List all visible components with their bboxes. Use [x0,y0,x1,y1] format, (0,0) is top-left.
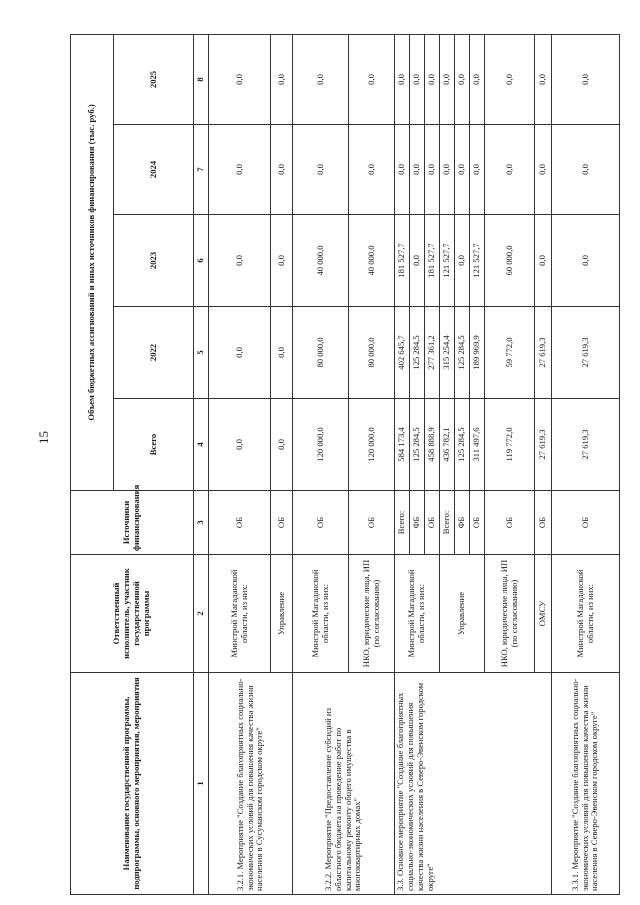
value-total: 27 619,3 [535,399,552,491]
value-2022: 27 619,3 [535,307,552,399]
value-2024: 0,0 [552,125,620,215]
value-total: 125 284,5 [410,399,425,491]
value-2024: 0,0 [349,125,395,215]
executor: ОМСУ [535,555,552,673]
value-2025: 0,0 [293,34,349,124]
col-index: 3 [194,491,209,555]
col-index: 2 [194,555,209,673]
executor: Минстрой Магаданской области, из них: [552,555,620,673]
rotated-table-container [70,35,610,895]
value-2024: 0,0 [455,125,470,215]
header-year-2022: 2022 [114,307,194,399]
source: Всего: [440,491,455,555]
value-2023: 0,0 [271,215,293,307]
value-2025: 0,0 [485,34,535,124]
value-2023: 121 527,7 [440,215,455,307]
source: ОБ [349,491,395,555]
value-2023: 181 527,7 [395,215,410,307]
col-index: 8 [194,34,209,124]
header-source: Источники финансирования [71,491,194,555]
value-2024: 0,0 [485,125,535,215]
value-total: 311 497,6 [470,399,485,491]
table-row [293,34,349,894]
value-2024: 0,0 [271,125,293,215]
header-executor: Ответственный исполнитель, участник государственной программы [71,555,194,673]
value-2024: 0,0 [440,125,455,215]
value-2022: 80 000,0 [349,307,395,399]
value-2022: 402 645,7 [395,307,410,399]
value-2025: 0,0 [410,34,425,124]
measure-name: 3.2.1. Мероприятие "Создание благоприятных социально-экономических условий для повышения качества жизни населения в Сусуманском городском округе" [209,673,293,895]
col-index: 5 [194,307,209,399]
financing-table [70,34,620,895]
value-2022: 125 284,5 [410,307,425,399]
source: ОБ [293,491,349,555]
value-total: 120 000,0 [349,399,395,491]
header-name: Наименование государственной программы, подпрограммы, основного мероприятия, мероприятия [71,673,194,895]
source: ОБ [535,491,552,555]
value-2023: 0,0 [455,215,470,307]
value-2023: 40 000,0 [349,215,395,307]
header-volume: Объем бюджетных ассигнований и иных источников финансирования (тыс. руб.) [71,34,114,490]
executor: НКО, юридические лица, ИП (по согласованию) [349,555,395,673]
value-total: 0,0 [271,399,293,491]
col-index: 7 [194,125,209,215]
value-2022: 315 254,4 [440,307,455,399]
value-2025: 0,0 [552,34,620,124]
page-number: 15 [36,431,51,444]
value-total: 584 173,4 [395,399,410,491]
source: ОБ [552,491,620,555]
col-index: 1 [194,673,209,895]
measure-name: 3.3.1. Мероприятие "Создание благоприятных социально-экономических условий для повышения качества жизни населения в Северо-Эвенском городском округе" [552,673,620,895]
value-2022: 27 619,3 [552,307,620,399]
source: ОБ [425,491,440,555]
col-index: 6 [194,215,209,307]
table-row [209,34,271,894]
value-2022: 277 361,2 [425,307,440,399]
value-2024: 0,0 [293,125,349,215]
value-total: 119 772,0 [485,399,535,491]
source: ОБ [470,491,485,555]
value-2022: 0,0 [271,307,293,399]
table-row [552,34,620,894]
source: ФБ [455,491,470,555]
value-2023: 0,0 [209,215,271,307]
measure-name: 3.2.2. Мероприятие "Предоставление субсидий из областного бюджета на проведение работ по капитальному ремонту общего имущества в многоквартирных домах" [293,673,395,895]
executor: НКО, юридические лица, ИП (по согласованию) [485,555,535,673]
value-2023: 181 527,7 [425,215,440,307]
value-2024: 0,0 [535,125,552,215]
header-year-2024: 2024 [114,125,194,215]
executor: Минстрой Магаданской области, из них: [395,555,440,673]
value-2023: 0,0 [410,215,425,307]
value-2024: 0,0 [410,125,425,215]
value-2025: 0,0 [535,34,552,124]
value-2024: 0,0 [395,125,410,215]
value-2022: 59 772,0 [485,307,535,399]
table-row [395,34,410,894]
value-2024: 0,0 [209,125,271,215]
header-year-2023: 2023 [114,215,194,307]
value-2025: 0,0 [440,34,455,124]
value-2025: 0,0 [425,34,440,124]
measure-name: 3.3. Основное мероприятие "Создание благоприятных социально-экономических условий для повышения качества жизни населения в Северо-Эвенском городском округе" [395,673,552,895]
value-2022: 80 000,0 [293,307,349,399]
value-total: 0,0 [209,399,271,491]
value-2022: 125 284,5 [455,307,470,399]
value-2025: 0,0 [209,34,271,124]
value-2023: 121 527,7 [470,215,485,307]
value-2023: 40 000,0 [293,215,349,307]
col-index: 4 [194,399,209,491]
value-total: 125 284,5 [455,399,470,491]
header-year-2025: 2025 [114,34,194,124]
value-total: 120 000,0 [293,399,349,491]
value-2025: 0,0 [470,34,485,124]
source: ОБ [271,491,293,555]
value-total: 458 888,9 [425,399,440,491]
value-2024: 0,0 [425,125,440,215]
value-2023: 60 000,0 [485,215,535,307]
executor: Минстрой Магаданской области, из них: [293,555,349,673]
value-2025: 0,0 [271,34,293,124]
value-2024: 0,0 [470,125,485,215]
value-2025: 0,0 [395,34,410,124]
source: ОБ [485,491,535,555]
value-total: 27 619,3 [552,399,620,491]
source: ОБ [209,491,271,555]
value-total: 436 782,1 [440,399,455,491]
column-index-row [194,34,209,894]
value-2022: 189 969,9 [470,307,485,399]
executor: Управление [440,555,485,673]
value-2025: 0,0 [455,34,470,124]
value-2025: 0,0 [349,34,395,124]
source: ФБ [410,491,425,555]
header-total: Всего [114,399,194,491]
value-2022: 0,0 [209,307,271,399]
executor: Минстрой Магаданской области, из них: [209,555,271,673]
source: Всего: [395,491,410,555]
executor: Управление [271,555,293,673]
value-2023: 0,0 [535,215,552,307]
value-2023: 0,0 [552,215,620,307]
